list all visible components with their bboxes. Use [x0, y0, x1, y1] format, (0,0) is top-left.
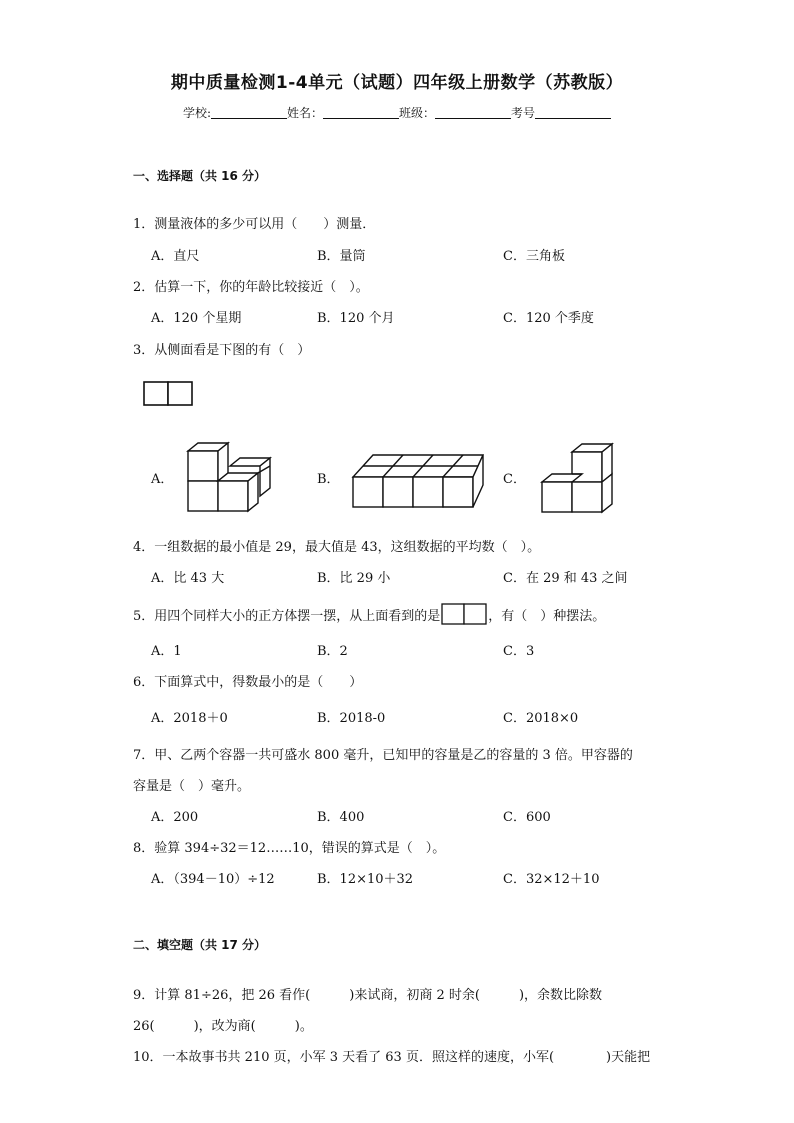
student-info-line	[0, 104, 794, 121]
school-blank[interactable]	[211, 106, 287, 119]
question-3: 3．从侧面看是下图的有（ ）	[133, 343, 311, 358]
q6-option-a[interactable]: A．2018＋0	[151, 711, 228, 726]
q8-option-b[interactable]: B．12×10＋32	[317, 872, 414, 887]
question-5	[133, 603, 605, 625]
page-title: 期中质量检测1-4单元（试题）四年级上册数学（苏教版）	[170, 73, 624, 93]
question-1: 1．测量液体的多少可以用（ ）测量．	[133, 217, 376, 232]
q2-option-c[interactable]: C．120 个季度	[503, 311, 594, 326]
cube-b-front-4	[443, 477, 473, 507]
q1-option-b[interactable]: B．量筒	[317, 249, 366, 264]
cube-figure-a[interactable]	[184, 436, 274, 516]
q6-option-b[interactable]: B．2018-0	[317, 711, 386, 726]
side-view-figure	[143, 381, 193, 407]
q6-option-c[interactable]: C．2018×0	[503, 711, 579, 726]
cube-a-lower-left	[188, 481, 218, 511]
q4-option-a[interactable]: A．比 43 大	[151, 571, 225, 586]
name-blank[interactable]	[323, 106, 399, 119]
exam-no-blank[interactable]	[535, 106, 611, 119]
cube-a-lower-right	[218, 481, 248, 511]
q8-option-c[interactable]: C．32×12＋10	[503, 872, 600, 887]
name-label: 姓名：	[287, 106, 324, 120]
top-view-figure	[441, 603, 487, 625]
cube-b-front-3	[413, 477, 443, 507]
q4-option-c[interactable]: C．在 29 和 43 之间	[503, 571, 628, 586]
q7-option-c[interactable]: C．600	[503, 810, 551, 825]
question-4: 4．一组数据的最小值是 29，最大值是 43，这组数据的平均数（ ）。	[133, 540, 541, 555]
question-8: 8．验算 394÷32＝12……10，错误的算式是（ ）。	[133, 841, 446, 856]
q3-option-c[interactable]: C．	[503, 472, 526, 487]
section-title-choice: 一、选择题（共 16 分）	[133, 169, 267, 183]
q2-option-a[interactable]: A．120 个星期	[151, 311, 242, 326]
q1-option-c[interactable]: C．三角板	[503, 249, 565, 264]
exam-no-label: 考号	[511, 106, 536, 120]
q5-text-before: 5．用四个同样大小的正方体摆一摆，从上面看到的是	[133, 609, 441, 624]
question-9-line-1: 9．计算 81÷26，把 26 看作( )来试商，初商 2 时余( )，余数比除数	[133, 988, 603, 1003]
q5-option-a[interactable]: A．1	[151, 644, 182, 659]
cube-b-front-2	[383, 477, 413, 507]
school-label: 学校:	[182, 106, 211, 120]
q3-option-b[interactable]: B．	[317, 472, 340, 487]
q8-option-a[interactable]: A．（394－10）÷12	[151, 872, 275, 887]
q3-option-a[interactable]: A．	[151, 472, 174, 487]
question-7-line-1: 7．甲、乙两个容器一共可盛水 800 毫升，已知甲的容量是乙的容量的 3 倍。甲容器的	[133, 748, 633, 763]
q5-option-c[interactable]: C．3	[503, 644, 535, 659]
question-9-line-2: 26( )，改为商( )。	[133, 1019, 313, 1034]
class-blank[interactable]	[435, 106, 511, 119]
class-label: 班级：	[399, 106, 436, 120]
cube-figure-b[interactable]	[350, 452, 490, 512]
q7-option-a[interactable]: A．200	[151, 810, 199, 825]
q4-option-b[interactable]: B．比 29 小	[317, 571, 391, 586]
q5-text-after: ，有（ ）种摆法。	[488, 609, 606, 624]
question-2: 2．估算一下，你的年龄比较接近（ ）。	[133, 280, 369, 295]
question-6: 6．下面算式中，得数最小的是（ ）	[133, 675, 363, 690]
cube-c-lower-left	[542, 482, 572, 512]
question-10-line-1: 10．一本故事书共 210 页，小军 3 天看了 63 页．照这样的速度，小军( )天能把	[133, 1050, 651, 1065]
section-title-fill: 二、填空题（共 17 分）	[133, 938, 267, 952]
cube-a-upper-front	[188, 451, 218, 481]
cube-c-lower-right	[572, 482, 602, 512]
cube-b-front-1	[353, 477, 383, 507]
q7-option-b[interactable]: B．400	[317, 810, 365, 825]
q1-option-a[interactable]: A．直尺	[151, 249, 200, 264]
cube-figure-c[interactable]	[541, 437, 631, 517]
q5-option-b[interactable]: B．2	[317, 644, 348, 659]
question-7-line-2: 容量是（ ）毫升。	[133, 779, 251, 794]
q2-option-b[interactable]: B．120 个月	[317, 311, 395, 326]
